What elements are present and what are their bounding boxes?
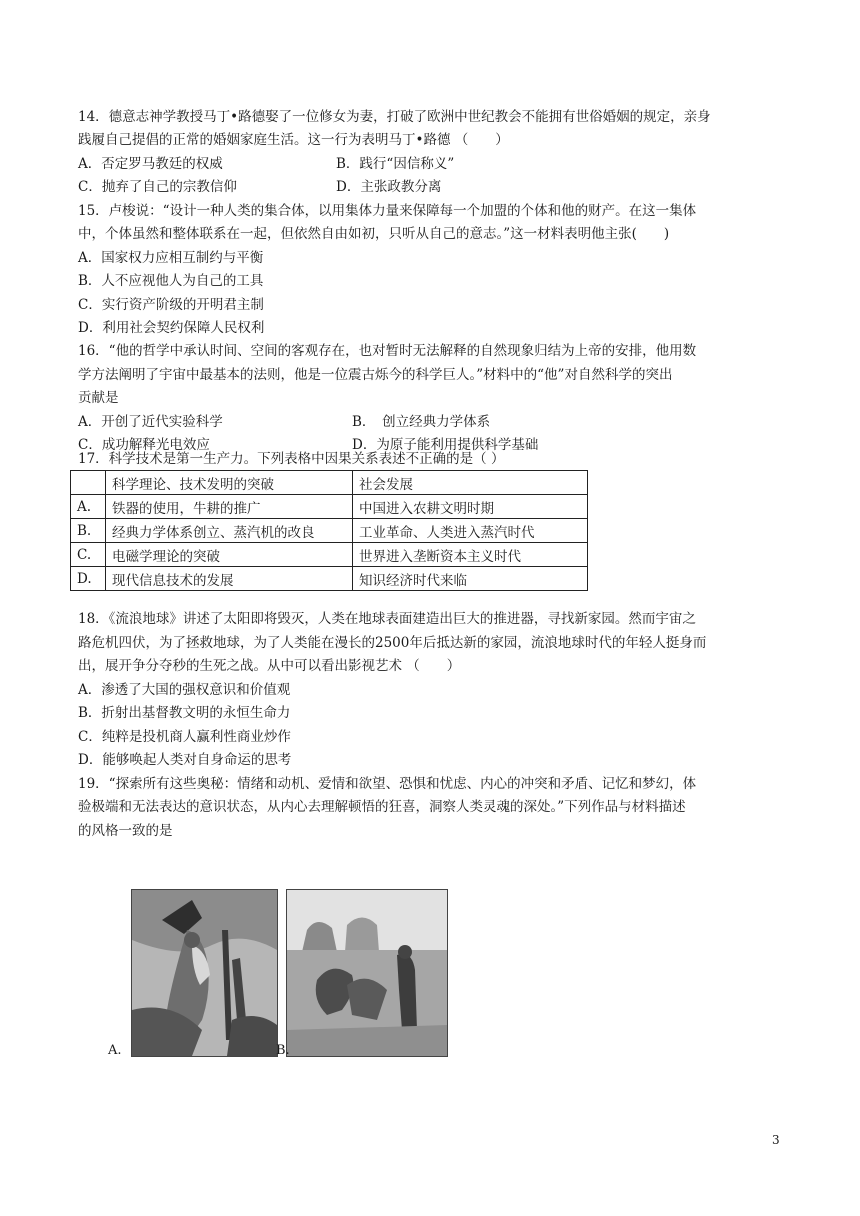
table-cell: 铁器的使用，牛耕的推广 <box>106 495 353 519</box>
q18-option-d: D．能够唤起人类对自身命运的思考 <box>78 752 292 768</box>
table-cell: B. <box>71 519 106 543</box>
q16-stem-line-1: 16．“他的哲学中承认时间、空间的客观存在，也对暂时无法解释的自然现象归结为上帝的安排，他用数 <box>78 343 697 359</box>
q18-stem-line-2: 路危机四伏，为了拯救地球，为了人类能在漫长的2500年后抵达新的家园，流浪地球时代的年轻人挺身而 <box>78 635 707 651</box>
q16-option-d: D．为原子能利用提供科学基础 <box>352 437 539 453</box>
q19-stem-line-1: 19．“探索所有这些奥秘：情绪和动机、爱情和欲望、恐惧和忧虑、内心的冲突和矛盾、记忆和梦幻，体 <box>78 776 697 792</box>
table-cell <box>71 471 106 495</box>
q15-stem-line-2: 中，个体虽然和整体联系在一起，但依然自由如初，只听从自己的意志。”这一材料表明他主张( ) <box>78 226 670 242</box>
q19-stem-line-3: 的风格一致的是 <box>78 823 173 839</box>
table-cell: 电磁学理论的突破 <box>106 543 353 567</box>
table-cell: 世界进入垄断资本主义时代 <box>353 543 588 567</box>
table-cell: 经典力学体系创立、蒸汽机的改良 <box>106 519 353 543</box>
q18-option-a: A．渗透了大国的强权意识和价值观 <box>78 682 291 698</box>
q16-option-b: B． 创立经典力学体系 <box>352 414 491 430</box>
q18-option-b: B．折射出基督教文明的永恒生命力 <box>78 705 291 721</box>
painting-b-label: B. <box>276 1043 290 1058</box>
table-header-row <box>71 471 588 495</box>
table-cell: 现代信息技术的发展 <box>106 567 353 591</box>
table-cell: 科学理论、技术发明的突破 <box>106 471 353 495</box>
table-row <box>71 519 588 543</box>
table-cell: C. <box>71 543 106 567</box>
q17-table <box>70 470 588 591</box>
painting-a-label: A. <box>108 1043 122 1058</box>
q14-option-d: D．主张政教分离 <box>336 179 442 195</box>
table-cell: 社会发展 <box>353 471 588 495</box>
q14-option-c: C．抛弃了自己的宗教信仰 <box>78 179 237 195</box>
q19-stem-line-2: 验极端和无法表达的意识状态，从内心去理解顿悟的狂喜，洞察人类灵魂的深处。”下列作品与材料描述 <box>78 799 686 815</box>
table-cell: 中国进入农耕文明时期 <box>353 495 588 519</box>
page-number: 3 <box>772 1133 780 1147</box>
table-row <box>71 543 588 567</box>
q14-option-b: B．践行“因信称义” <box>336 156 455 172</box>
table-row <box>71 495 588 519</box>
q15-option-c: C．实行资产阶级的开明君主制 <box>78 297 264 313</box>
q18-stem-line-3: 出，展开争分夺秒的生死之战。从中可以看出影视艺术 （ ） <box>78 658 461 674</box>
painting-a-image <box>131 889 278 1057</box>
q18-option-c: C．纯粹是投机商人赢利性商业炒作 <box>78 729 291 745</box>
q15-option-d: D．利用社会契约保障人民权利 <box>78 320 265 336</box>
table-row <box>71 567 588 591</box>
q15-stem-line-1: 15．卢梭说：“设计一种人类的集合体，以用集体力量来保障每一个加盟的个体和他的财产。在这一集体 <box>78 203 697 219</box>
table-cell: A. <box>71 495 106 519</box>
table-cell: 工业革命、人类进入蒸汽时代 <box>353 519 588 543</box>
q17-stem: 17．科学技术是第一生产力。下列表格中因果关系表述不正确的是（ ） <box>78 451 505 467</box>
table-cell: D. <box>71 567 106 591</box>
q16-stem-line-3: 贡献是 <box>78 390 119 406</box>
q14-stem-line-2: 践履自己提倡的正常的婚姻家庭生活。这一行为表明马丁•路德 （ ） <box>78 132 509 148</box>
q14-stem-line-1: 14．德意志神学教授马丁•路德娶了一位修女为妻，打破了欧洲中世纪教会不能拥有世俗婚姻的规定，亲身 <box>78 109 711 125</box>
painting-a-illustration <box>132 890 277 1056</box>
painting-b-image <box>286 889 448 1057</box>
q15-option-a: A．国家权力应相互制约与平衡 <box>78 250 264 266</box>
q14-option-a: A．否定罗马教廷的权威 <box>78 156 223 172</box>
q16-option-a: A．开创了近代实验科学 <box>78 414 223 430</box>
q15-option-b: B．人不应视他人为自己的工具 <box>78 273 264 289</box>
q16-stem-line-2: 学方法阐明了宇宙中最基本的法则，他是一位震古烁今的科学巨人。”材料中的“他”对自然科学的突出 <box>78 367 673 383</box>
painting-b-illustration <box>287 890 447 1056</box>
q16-option-c: C．成功解释光电效应 <box>78 437 210 453</box>
table-cell: 知识经济时代来临 <box>353 567 588 591</box>
q18-stem-line-1: 18．《流浪地球》讲述了太阳即将毁灭，人类在地球表面建造出巨大的推进器，寻找新家园。然而宇宙之 <box>78 611 696 627</box>
